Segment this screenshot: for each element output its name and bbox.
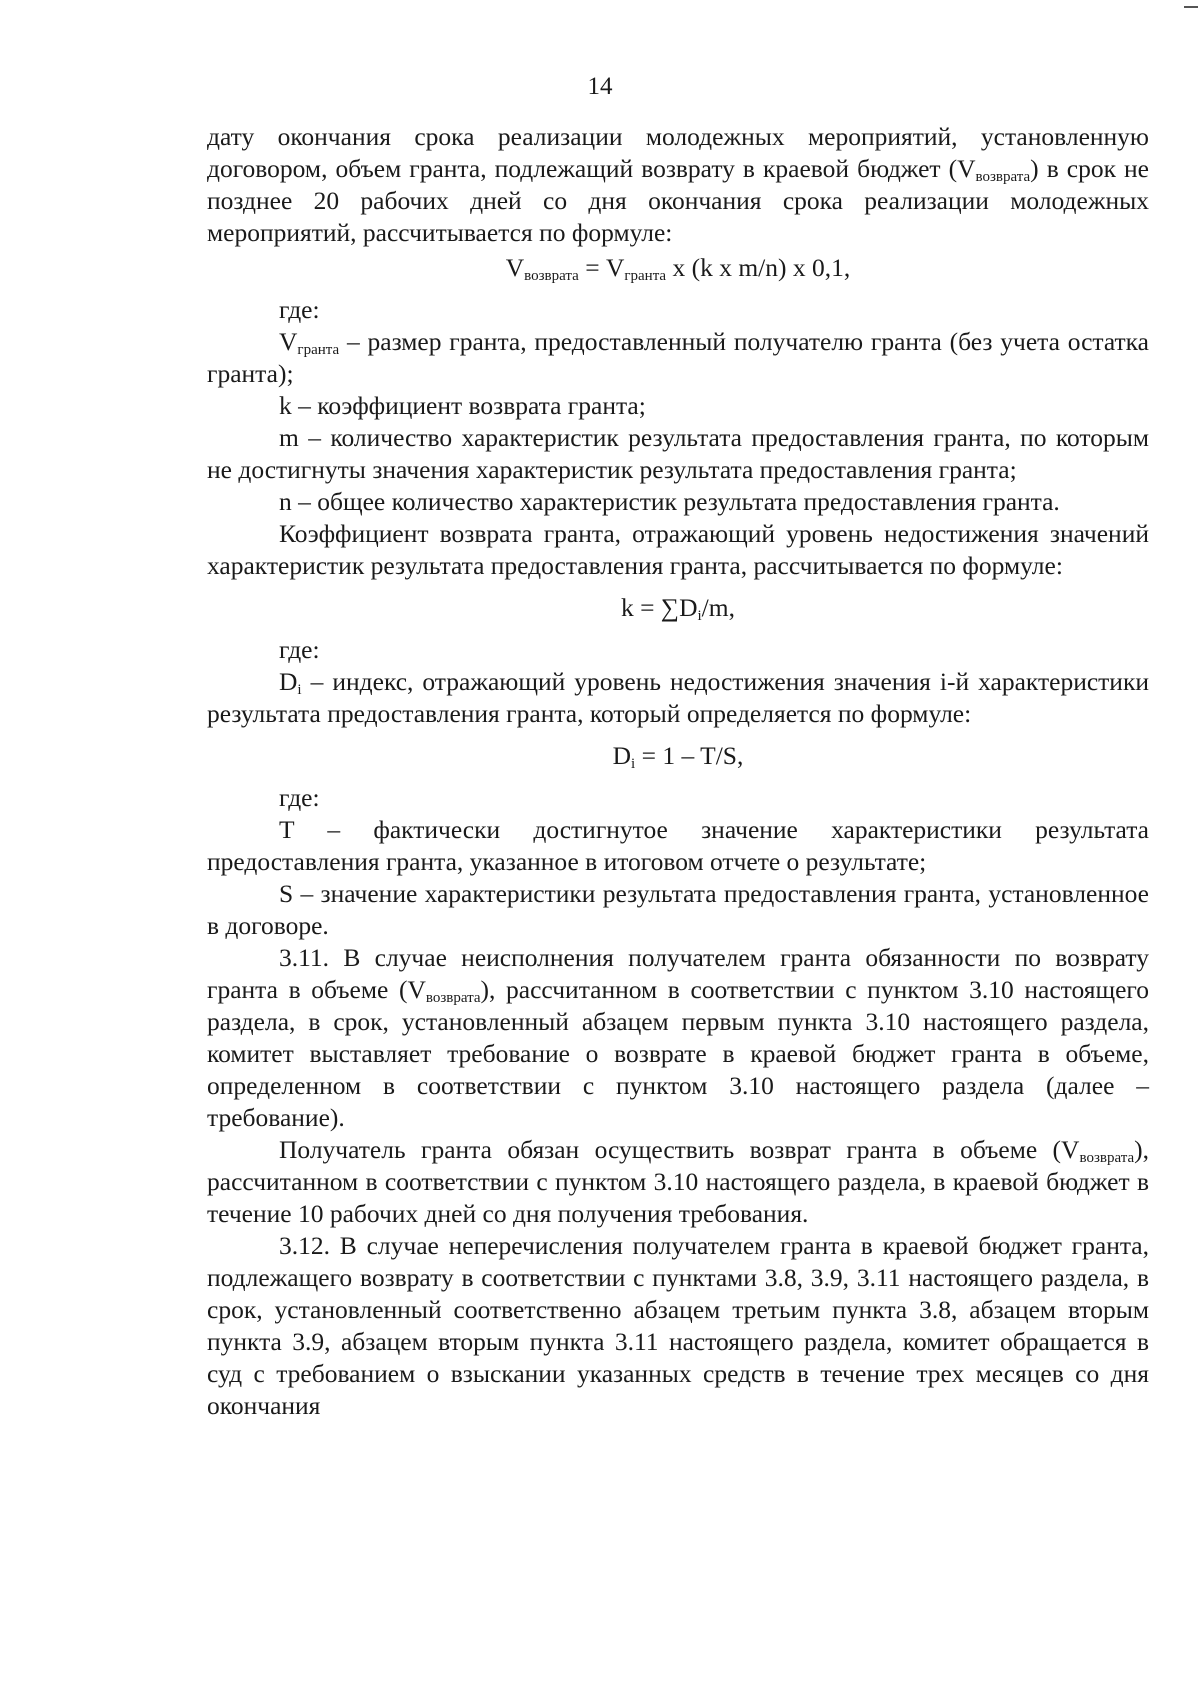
subscript: возврата [425, 989, 481, 1006]
formula-k [207, 592, 1149, 624]
formula-part: x (k x m/n) x 0,1, [666, 253, 851, 282]
text-run: дату окончания срока реализации молодежных мероприятий, установленную договором, объем гранта, подлежащий возврату в краевой бюджет (V [207, 122, 1149, 183]
formula-part: V [505, 253, 525, 282]
subscript: возврата [975, 168, 1031, 185]
where-label: где: [279, 783, 320, 812]
definition-v-granta [207, 326, 1149, 390]
subscript: возврата [1079, 1149, 1135, 1166]
formula-part: /m, [701, 593, 735, 622]
text-run: – индекс, отражающий уровень недостижения значения i-й характеристики результата предоставления гранта, который определяется по формуле: [207, 667, 1149, 728]
formula-part: = 1 – T/S, [635, 741, 744, 770]
subscript: гранта [624, 267, 667, 284]
subscript: возврата [524, 267, 579, 284]
definition-k: k – коэффициент возврата гранта; [279, 391, 646, 420]
formula-v-return [207, 252, 1149, 284]
text-run: 3.11. В случае неисполнения получателем гранта обязанности по возврату гранта в объеме (V [207, 943, 1149, 1004]
formula-part: k = ∑D [621, 593, 698, 622]
subscript: i [297, 681, 302, 698]
formula-part: D [612, 741, 632, 770]
scan-corner-mark [1184, 6, 1198, 8]
text-run: ), рассчитанном в соответствии с пунктом 3.10 настоящего раздела, в краевой бюджет в течение 10 рабочих дней со дня получения требования. [207, 1135, 1149, 1228]
text-run: – размер гранта, предоставленный получателю гранта (без учета остатка гранта); [207, 327, 1149, 388]
definition-t: T – фактически достигнутое значение характеристики результата предоставления гранта, указанное в итоговом отчете о результате; [207, 815, 1149, 876]
coefficient-paragraph: Коэффициент возврата гранта, отражающий уровень недостижения значений характеристик результата предоставления гранта, рассчитывается по формуле: [207, 519, 1149, 580]
text-run: ), рассчитанном в соответствии с пунктом 3.10 настоящего раздела, в срок, установленный абзацем первым пункта 3.10 настоящего раздела, комитет выставляет требование о возврате в краевой бюджет гранта в объеме, определенном в соответствии с пунктом 3.10 настоящего раздела (далее – требование). [207, 975, 1149, 1132]
definition-s: S – значение характеристики результата предоставления гранта, установленное в договоре. [207, 879, 1149, 940]
page-number: 14 [587, 73, 613, 100]
text-run: Получатель гранта обязан осуществить возврат гранта в объеме (V [279, 1135, 1080, 1164]
formula-di [207, 740, 1149, 772]
paragraph-continuation [207, 121, 1149, 249]
document-body [207, 121, 1149, 1422]
formula-part: = V [578, 253, 625, 282]
text-run: V [279, 327, 298, 356]
definition-m: m – количество характеристик результата предоставления гранта, по которым не достигнуты значения характеристик результата предоставления гранта; [207, 423, 1149, 484]
definition-di [207, 666, 1149, 730]
subscript: i [697, 607, 702, 624]
text-run: D [279, 667, 298, 696]
definition-n: n – общее количество характеристик результата предоставления гранта. [279, 487, 1060, 516]
subscript: гранта [297, 341, 340, 358]
paragraph-recipient-obligation [207, 1134, 1149, 1230]
subscript: i [631, 755, 636, 772]
paragraph-3-12: 3.12. В случае неперечисления получателем гранта в краевой бюджет гранта, подлежащего возврату в соответствии с пунктами 3.8, 3.9, 3.11 настоящего раздела, в срок, установленный соответственно абзацем третьим пункта 3.8, абзацем вторым пункта 3.9, абзацем вторым пункта 3.11 настоящего раздела, комитет обращается в суд с требованием о взыскании указанных средств в течение трех месяцев со дня окончания [207, 1231, 1149, 1420]
paragraph-3-11 [207, 942, 1149, 1134]
where-label: где: [279, 295, 320, 324]
text-run: ) в срок не позднее 20 рабочих дней со дня окончания срока реализации молодежных мероприятий, рассчитывается по формуле: [207, 154, 1149, 247]
where-label: где: [279, 635, 320, 664]
